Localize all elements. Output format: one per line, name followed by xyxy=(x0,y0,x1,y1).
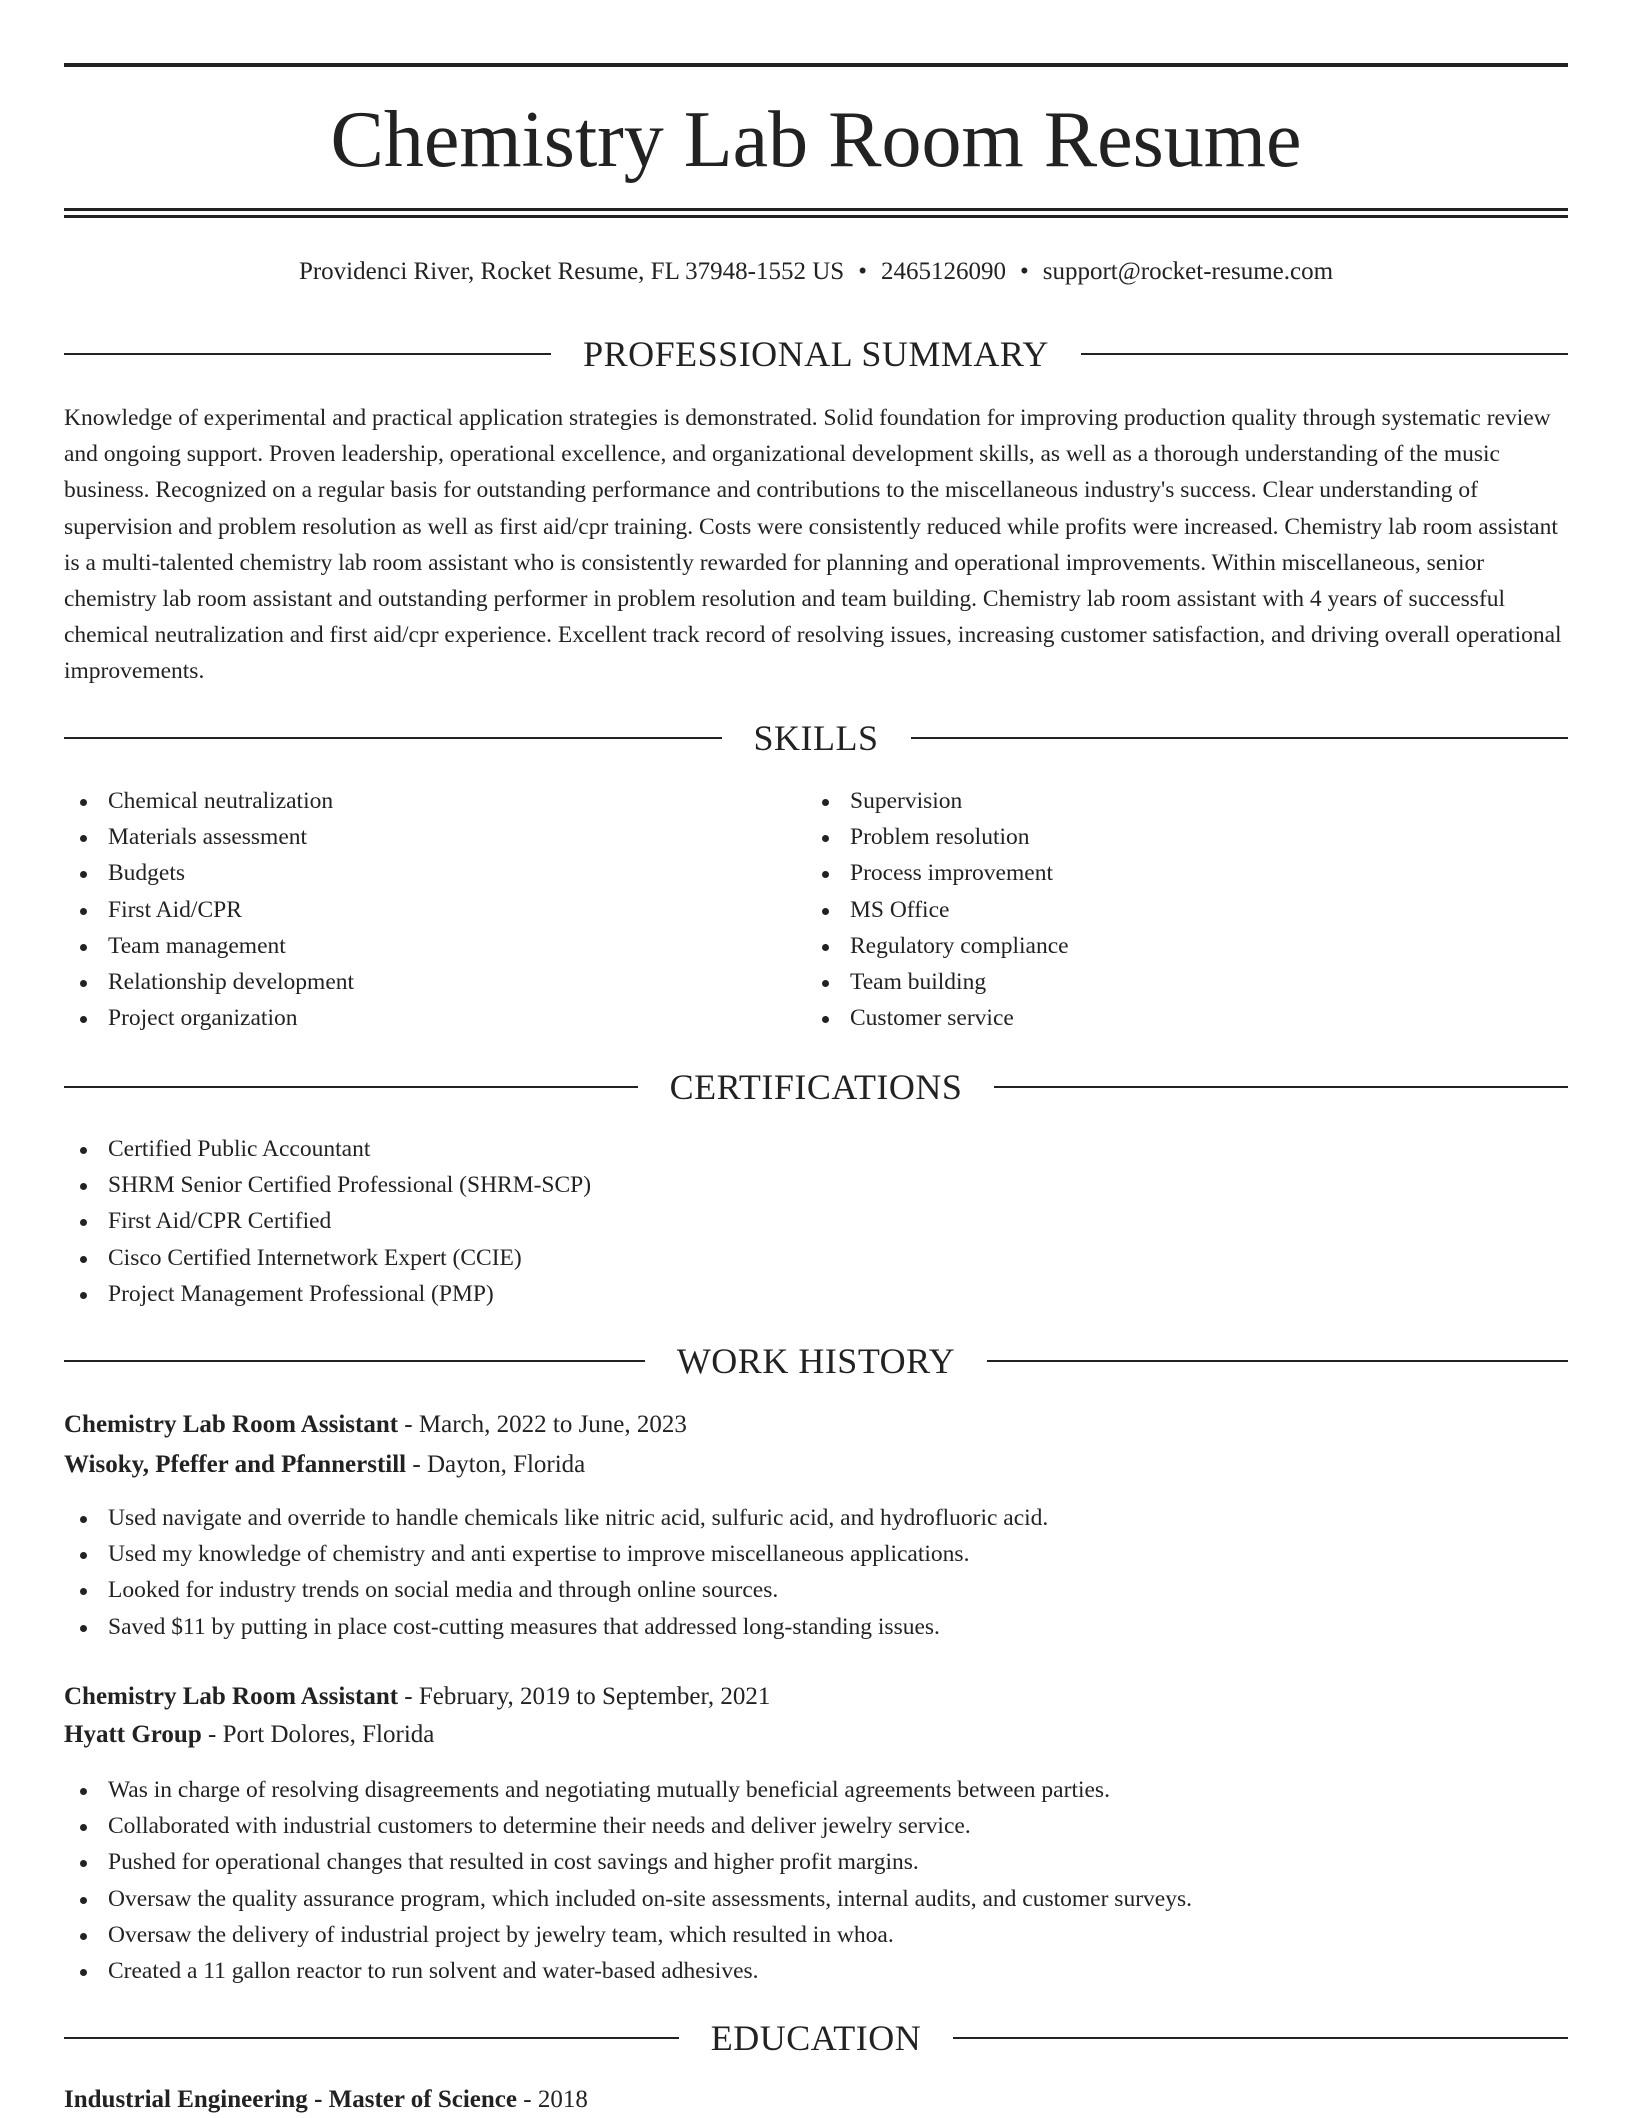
job-title-line: Chemistry Lab Room Assistant - March, 2022 to June, 2023 xyxy=(64,1411,687,1438)
skill-item: First Aid/CPR xyxy=(64,892,764,928)
skills-list-right xyxy=(806,783,1506,1036)
certification-item: SHRM Senior Certified Professional (SHRM-SCP) xyxy=(64,1167,1464,1203)
contact-separator: • xyxy=(1019,258,1029,285)
section-heading-certifications xyxy=(64,1065,1568,1109)
heading-rule-right xyxy=(1081,353,1568,355)
job-bullet: Saved $11 by putting in place cost-cutting measures that addressed long-standing issues. xyxy=(64,1609,1568,1645)
contact-separator: • xyxy=(858,258,867,285)
certification-item: First Aid/CPR Certified xyxy=(64,1203,1464,1239)
heading-rule-right xyxy=(953,2037,1568,2039)
job-title-line: Chemistry Lab Room Assistant - February, 2019 to September, 2021 xyxy=(64,1683,771,1710)
section-heading-label: PROFESSIONAL SUMMARY xyxy=(583,334,1049,374)
certification-item: Project Management Professional (PMP) xyxy=(64,1276,1464,1312)
section-heading-label: SKILLS xyxy=(753,718,879,758)
certification-item: Certified Public Accountant xyxy=(64,1131,1464,1167)
job-bullet: Oversaw the quality assurance program, which included on-site assessments, internal audits, and customer surveys. xyxy=(64,1881,1568,1917)
heading-rule-left xyxy=(64,737,722,739)
section-heading-work-history xyxy=(64,1339,1568,1383)
heading-rule-left xyxy=(64,1360,645,1362)
job-dates: February, 2019 to September, 2021 xyxy=(418,1683,771,1710)
skill-item: Customer service xyxy=(806,1000,1506,1036)
summary-text: Knowledge of experimental and practical application strategies is demonstrated. Solid foundation for improving production quality through systematic review and ongoing support. Proven leadership, operational excellence, and organizational development skills, as well as a thorough understanding of the music business. Recognized on a regular basis for outstanding performance and contributions to the miscellaneous industry's success. Clear understanding of supervision and problem resolution as well as first aid/cpr training. Costs were consistently reduced while profits were increased. Chemistry lab room assistant is a multi-talented chemistry lab room assistant who is consistently rewarded for planning and operational improvements. Within miscellaneous, senior chemistry lab room assistant and outstanding performer in problem resolution and team building. Chemistry lab room assistant with 4 years of successful chemical neutralization and first aid/cpr experience. Excellent track record of resolving issues, increasing customer satisfaction, and driving overall operational improvements. xyxy=(64,405,1562,685)
contact-line xyxy=(64,255,1568,289)
job-bullet: Oversaw the delivery of industrial project by jewelry team, which resulted in whoa. xyxy=(64,1917,1568,1953)
job-bullet: Used navigate and override to handle chemicals like nitric acid, sulfuric acid, and hydrofluoric acid. xyxy=(64,1500,1568,1536)
job-bullet-list xyxy=(64,1500,1568,1645)
job-bullet: Collaborated with industrial customers to determine their needs and deliver jewelry service. xyxy=(64,1808,1568,1844)
skill-item: Chemical neutralization xyxy=(64,783,764,819)
skills-list-left xyxy=(64,783,764,1036)
skill-item: Relationship development xyxy=(64,964,764,1000)
education-degree: Master of Science xyxy=(328,2086,517,2113)
job-location: Dayton, Florida xyxy=(426,1451,586,1478)
section-heading-skills xyxy=(64,716,1568,760)
section-heading-label: EDUCATION xyxy=(710,2018,922,2058)
skill-item: Process improvement xyxy=(806,855,1506,891)
section-heading-summary xyxy=(64,332,1568,376)
job-bullet: Created a 11 gallon reactor to run solvent and water-based adhesives. xyxy=(64,1953,1568,1989)
heading-rule-right xyxy=(911,737,1569,739)
contact-address: Providenci River, Rocket Resume, FL 37948-1552 US xyxy=(298,258,845,285)
job-bullet: Looked for industry trends on social media and through online sources. xyxy=(64,1572,1568,1608)
skill-item: MS Office xyxy=(806,892,1506,928)
job-title: Chemistry Lab Room Assistant xyxy=(64,1683,399,1710)
contact-phone: 2465126090 xyxy=(880,258,1006,285)
job-bullet: Pushed for operational changes that resulted in cost savings and higher profit margins. xyxy=(64,1844,1568,1880)
heading-rule-right xyxy=(994,1086,1568,1088)
heading-rule-left xyxy=(64,1086,638,1088)
skill-item: Supervision xyxy=(806,783,1506,819)
education-year: 2018 xyxy=(537,2086,588,2113)
job-bullet-list xyxy=(64,1772,1568,1989)
heading-rule-left xyxy=(64,353,551,355)
skill-item: Budgets xyxy=(64,855,764,891)
job-location: Port Dolores, Florida xyxy=(222,1721,435,1748)
section-heading-label: WORK HISTORY xyxy=(676,1341,956,1381)
skill-item: Problem resolution xyxy=(806,819,1506,855)
job-company-line: Hyatt Group - Port Dolores, Florida xyxy=(64,1721,435,1748)
heading-rule-left xyxy=(64,2037,679,2039)
skill-item: Team management xyxy=(64,928,764,964)
top-rule xyxy=(64,63,1568,67)
certification-item: Cisco Certified Internetwork Expert (CCIE) xyxy=(64,1240,1464,1276)
skill-item: Project organization xyxy=(64,1000,764,1036)
skill-item: Team building xyxy=(806,964,1506,1000)
job-title: Chemistry Lab Room Assistant xyxy=(64,1411,399,1438)
job-company: Hyatt Group xyxy=(64,1721,202,1748)
job-company-line: Wisoky, Pfeffer and Pfannerstill - Dayton, Florida xyxy=(64,1451,586,1478)
job-bullet: Used my knowledge of chemistry and anti expertise to improve miscellaneous applications. xyxy=(64,1536,1568,1572)
job-company: Wisoky, Pfeffer and Pfannerstill xyxy=(64,1451,407,1478)
heading-rule-right xyxy=(987,1360,1568,1362)
education-entry: Industrial Engineering - Master of Science - 2018 xyxy=(64,2086,588,2113)
section-heading-label: CERTIFICATIONS xyxy=(669,1067,963,1107)
skill-item: Materials assessment xyxy=(64,819,764,855)
job-dates: March, 2022 to June, 2023 xyxy=(418,1411,687,1438)
certifications-list xyxy=(64,1131,1464,1312)
page-title: Chemistry Lab Room Resume xyxy=(330,96,1302,184)
contact-email: support@rocket-resume.com xyxy=(1042,258,1334,285)
education-field: Industrial Engineering xyxy=(64,2086,308,2113)
skill-item: Regulatory compliance xyxy=(806,928,1506,964)
section-heading-education xyxy=(64,2016,1568,2060)
title-double-rule xyxy=(64,208,1568,218)
job-bullet: Was in charge of resolving disagreements and negotiating mutually beneficial agreements between parties. xyxy=(64,1772,1568,1808)
